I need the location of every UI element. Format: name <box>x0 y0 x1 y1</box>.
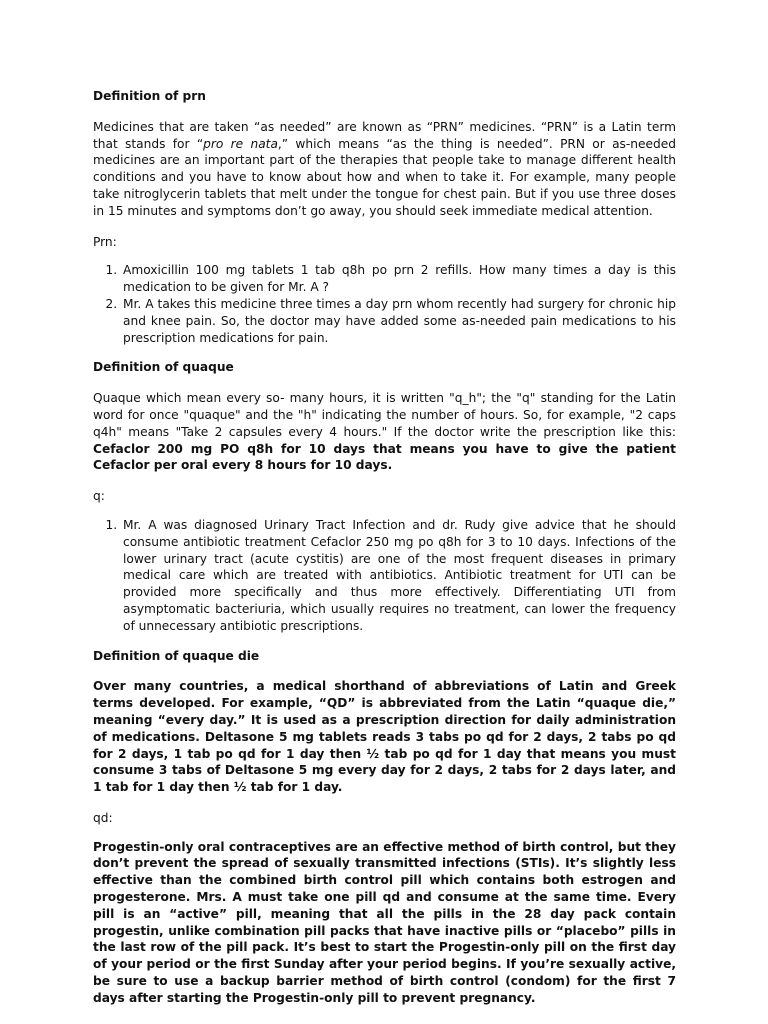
prn-latin-term: pro re nata <box>203 136 278 151</box>
label-q: q: <box>93 489 105 504</box>
label-prn: Prn: <box>93 234 117 249</box>
list-q <box>93 517 676 635</box>
heading-prn: Definition of prn <box>93 89 206 103</box>
label-qd: qd: <box>93 810 113 825</box>
quaque-text-bold: Cefaclor 200 mg PO q8h for 10 days that means you have to give the patient Cefaclor per oral every 8 hours for 10 days. <box>93 441 676 473</box>
list-item: 2. Mr. A takes this medicine three times a day prn whom recently had surgery for chronic hip and knee pain. So, the doctor may have added some as-needed pain medications to his prescription medications for pain. <box>121 296 676 346</box>
prn-text-a: Medicines that are taken “as needed” are known as “PRN” medicines. “PRN” is a Latin term that stands for “ <box>93 119 676 151</box>
list-item: 1. Amoxicillin 100 mg tablets 1 tab q8h po prn 2 refills. How many times a day is this medication to be given for Mr. A ? <box>121 262 676 296</box>
quaque-text-a: Quaque which mean every so- many hours, it is written "q_h"; the "q" standing for the Latin word for once "quaque" and the "h" indicating the number of hours. So, for example, "2 caps q4h" means "Take 2 capsules every 4 hours." If the doctor write the prescription like this: <box>93 391 676 439</box>
heading-quaque: Definition of quaque <box>93 360 234 375</box>
paragraph-prn-definition <box>93 119 676 220</box>
heading-quaque-die: Definition of quaque die <box>93 648 260 663</box>
paragraph-quaque-definition <box>93 390 676 474</box>
list-prn <box>93 262 676 346</box>
paragraph-qd-definition: Over many countries, a medical shorthand of abbreviations of Latin and Greek terms developed. For example, “QD” is abbreviated from the Latin “quaque die,” meaning “every day.” It is used as a prescription direction for daily administration of medications. Deltasone 5 mg tablets reads 3 tabs po qd for 2 days, 2 tabs po qd for 2 days, 1 tab po qd for 1 day then ½ tab po qd for 1 day that means you must consume 3 tabs of Deltasone 5 mg every day for 2 days, 2 tabs for 2 days later, and 1 tab for 1 day then ½ tab for 1 day. <box>93 679 676 795</box>
list-item: 1. Mr. A was diagnosed Urinary Tract Infection and dr. Rudy give advice that he should consume antibiotic treatment Cefaclor 250 mg po q8h for 3 to 10 days. Infections of the lower urinary tract (acute cystitis) are one of the most frequent diseases in primary medical care which are treated with antibiotics. Antibiotic treatment for UTI can be provided more specifically and thus more effectively. Differentiating UTI from asymptomatic bacteriuria, which usually requires no treatment, can lower the frequency of unnecessary antibiotic prescriptions. <box>121 517 676 635</box>
prn-text-b: ,” which means “as the thing is needed”. PRN or as-needed medicines are an important part of the therapies that people take to manage different health conditions and you have to know about how and when to take it. For example, many people take nitroglycerin tablets that melt under the tongue for chest pain. But if you use three doses in 15 minutes and symptoms don’t go away, you should seek immediate medical attention. <box>93 136 676 218</box>
paragraph-qd-example: Progestin-only oral contraceptives are an effective method of birth control, but they don’t prevent the spread of sexually transmitted infections (STIs). It’s slightly less effective than the combined birth control pill which contains both estrogen and progesterone. Mrs. A must take one pill qd and consume at the same time. Every pill is an “active” pill, meaning that all the pills in the 28 day pack contain progestin, unlike combination pill packs that have inactive pills or “placebo” pills in the last row of the pill pack. It’s best to start the Progestin-only pill on the first day of your period or the first Sunday after your period begins. If you’re sexually active, be sure to use a backup barrier method of birth control (condom) for the first 7 days after starting the Progestin-only pill to prevent pregnancy. <box>93 839 676 1005</box>
